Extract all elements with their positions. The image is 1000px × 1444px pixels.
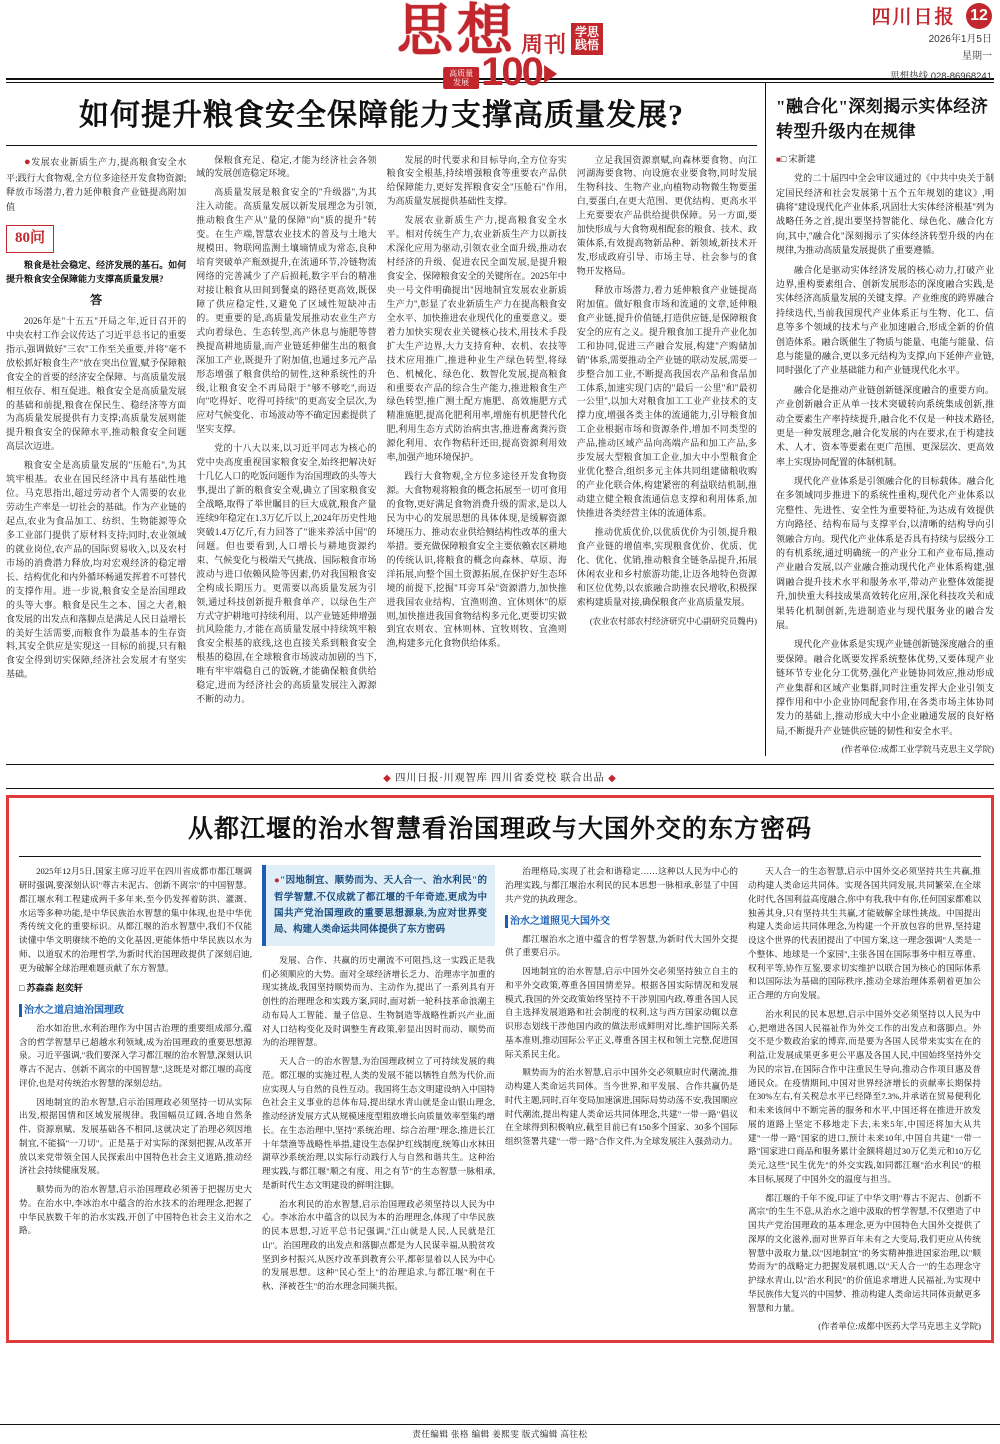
- sidebar-article: [766, 83, 994, 756]
- bullet-icon: ●: [24, 155, 32, 168]
- bottom-paragraph: 都江堰的千年不废,印证了中华文明"尊古不泥古、创新不离宗"的生生不息,从治水之道中汲取的哲学智慧,不仅塑造了中国共产党治国理政的基本理念,更为中国特色大国外交提供了深厚的文化滋养,面对世界百年未有之大变局,我们更应从传统智慧中汲取力量,以"因地制宜"的务实精神推进国家治理,以"顺势而为"的战略定力把握发展机遇,以"天人合一"的生态理念守护绿水青山,以"治水利民"的价值追求增进人民福祉,为实现中华民族伟大复兴的中国梦、推动构建人类命运共同体贡献更多智慧和力量。: [748, 1192, 981, 1313]
- feature-paragraph: 推动优质优价,以优质优价为引领,提升粮食产业链的增值率,实现粮食优价、优质、优化、优化、优销,推动粮食全链条品提升,拓展休闲农业和乡村旅游功能,让迈各地特色资源和区位优势,以农旅融合助推农民增收,积极探索构建质量对接,确保粮食产业高质量发展。: [576, 526, 757, 607]
- credit-bullet-right-icon: ◆: [604, 772, 617, 784]
- feature-column-1: [6, 154, 186, 713]
- issue-weekday: 星期一: [962, 51, 992, 62]
- play-icon: [544, 65, 557, 83]
- page-footer: 责任编辑 张格 编辑 姜熙雯 版式编辑 高往松: [0, 1424, 1000, 1444]
- bottom-subhead-2: 治水之道照见大国外交: [505, 915, 738, 928]
- sidebar-headline: "融合化"深刻揭示实体经济转型升级内在规律: [776, 97, 989, 141]
- campaign-logo: [443, 52, 557, 92]
- pull-quote-text: "因地制宜、顺势而为、天人合一、治水利民"的哲学智慧,不仅成就了都江堰的千年奇迹,更成为中国共产党治国理政的重要思想源泉,为应对世界变局、构建人类命运共同体提供了东方密码: [274, 876, 487, 935]
- feature-paragraph: 粮食安全是高质量发展的"压舱石",为其筑牢根基。农业在国民经济中具有基础性地位。马克思指出,超过劳动者个人需要的农业劳动生产率是一切社会的基础。作为产业链的起点,农业为食品加工、纺织、生物能源等众多工业部门提供了原材料支持;同时,农业领域的就业岗位,农产品的国际贸易收入,以及农村市场的消费潜力释放,均对宏观经济的稳定增长、结构优化和内外循环畅通发挥着不可替代的支撑作用。进一步说,粮食安全是治国理政的头等大事。粮食是民生之本、国之大者,粮食发展的出发点和落脚点是满足人民日益增长的美好生活需要,而粮食作为最基本的生存资料,其安全供应是实现这一目标的前提,只有粮食安全得到切实保障,经济社会发展才有坚实基础。: [6, 460, 187, 680]
- quote-bullet-icon: ●: [274, 876, 281, 887]
- feature-column-2: [196, 154, 376, 713]
- feature-paragraph: 释放市场潜力,着力延伸粮食产业链提高附加值。做好粮食市场和流通的文章,延伸粮食产业链,提升价值链,打造供应链,是保障粮食安全的应有之义。提升粮食加工提升产业化加工和协同,促进三产融合发展,构建"产购储加销"体系,需要推动全产业链的联动发展,需要一步整合加工业,不断提高我国农产品和食品加工体系,加速实现门店的"最后一公里"和"最初一公里",以加大对粮食加工工业产业技术的支撑力度,增强各类主体的流通能力,引导粮食加工企业根据市场和资源条件,增加不同类型的产品,推动区域产品向高端产品和加工产品,多步发展大型粮食加工企业,加大中小型粮食企业优化整合,组织多元主体共同组建储粮收购的产业化联合体,构建紧密的利益联结机制,推动建立健全粮食流通信息支撑和利用体系,加快推进各类经营主体的流通体系。: [576, 284, 757, 518]
- bottom-column-4: [748, 865, 981, 1334]
- sidebar-paragraph: 现代化产业体系是实现产业链创新链深度融合的重要保障。融合化既要发挥系统整体优势,又要体现产业链环节专业化分工优势,强化产业链协同效应,推动形成产业集群和区域产业集群,同时注重发挥大企业引领支撑作用和中小企业协同配套作用,在各类市场主体协同发力的基础上,推动形成大中小企业融通发展的良好格局,不断提升产业链供应链的韧性和安全水平。: [776, 639, 994, 736]
- bottom-subhead-1: 治水之道启迪治国理政: [19, 1004, 252, 1017]
- bottom-column-1: [19, 865, 252, 1334]
- answer-mark: 答: [90, 293, 103, 308]
- credit-bar-text: 四川日报·川观智库 四川省委党校 联合出品: [395, 772, 605, 784]
- masthead: [0, 0, 1000, 94]
- bottom-column-2: [262, 865, 495, 1334]
- bottom-paragraph: 治水利民的治水智慧,启示治国理政必须坚持以人民为中心。李冰治水中蕴含的以民为本的治理理念,体现了中华民族的民本思想,习近平总书记强调,"江山就是人民,人民就是江山"。治国理政的出发点和落脚点都是为人民谋幸福,从脱贫攻坚到乡村振兴,从医疗改革到教育公平,都彰显着以人民为中心的发展思想。这种"民心至上"的治理追求,与都江堰"利在千秋、泽被苍生"的治水理念同频共振。: [262, 1198, 495, 1292]
- bottom-paragraph: 天人合一的治水智慧,为治国理政树立了可持续发展的典范。都江堰的实施过程,人类的发展不能以牺牲自然为代价,而应实现人与自然的良性互动。我国将生态文明建设纳入中国特色社会主义事业的总体布局,提出绿水青山就是金山银山理念,推动经济发展方式从规模速度型粗放增长向质量效率型集约增长。在生态治理中,坚持"系统治理、综合治理"理念,推进长江十年禁渔等战略性举措,建设生态保护红线制度,统筹山水林田湖草沙系统治理,以实际行动践行人与自然和谐共生。这种治理实践,与都江堰"顺之有度、用之有节"的生态智慧一脉相承,是新时代生态文明建设的鲜明注脚。: [262, 1056, 495, 1190]
- masthead-badge: [571, 23, 603, 55]
- masthead-badge-line2: 践悟: [575, 38, 600, 52]
- feature-columns: [6, 154, 757, 713]
- issue-date: 2026年1月5日: [928, 34, 992, 45]
- hotline: 思想热线 028-86968241: [890, 71, 992, 82]
- feature-paragraph: 立足我国资源禀赋,向森林要食物、向江河湖海要食物、向设施农业要食物,同时发展生物科技、生物产业,向植物动物微生物要蛋白,要蛋白,在更大范围、更优结构、更高水平上充要要农产品供给提供保障。另一方面,要加快形成与大食物观相配套的粮食、技术、政策体系,有效提高物新品种、新领域,新技术开发,形成政府引导、市场主导、社会参与的食物开发格局。: [576, 154, 757, 276]
- top-section: [0, 83, 1000, 756]
- feature-article: [6, 83, 766, 756]
- feature-paragraph: 2026年是"十五五"开局之年,近日召开的中央农村工作会议传达了习近平总书记的重要指示,强调做好"三农"工作至关重要,并将"毫不放松抓好粮食生产"放在突出位置,赋予保障粮食安全的首要的经济安全保障、与高质量发展相互依存、相互促进。粮食安全是高质量发展的基础和前提,粮食在保民生、稳经济等方面为高质量发展提供有力支撑;高质量发展则能提升粮食安全的保障水平,推动粮食安全问题高层次迈进。: [6, 315, 187, 452]
- paper-name: 四川日报: [871, 7, 956, 28]
- publication-subtitle: 周刊: [520, 32, 567, 57]
- feature-paragraph: 党的十八大以来,以习近平同志为核心的党中央高度重视国家粮食安全,始终把解决好十几亿人口的吃饭问题作为治国理政的头等大事,提出了新的粮食安全观,确立了国家粮食安全战略,取得了举世瞩目的巨大成就,粮食产量连续9年稳定在1.3万亿斤以上,2024年历史性地突破1.4万亿斤,有力回答了"谁来养活中国"的问题。但也要看到,人口增长与耕地资源约束、气候变化与极端天气挑战、国际粮食市场波动与进口依赖风险等因素,仍对我国粮食安全构成长期压力。更需要以高质量发展为引领,通过科技创新提升粮食单产、以绿色生产方式守护耕地可持续利用、以产业链延伸增强抗风险能力,才能在高质量发展中持续筑牢粮食安全根基的底线,这也直接关系到粮食安全根基的稳固,在全球粮食市场波动加剧的当下,唯有牢牢端稳自己的饭碗,才能确保粮食供给稳定,进而为经济社会的高质量发展注入源源不断的动力。: [196, 443, 377, 705]
- feature-lead: [6, 154, 186, 215]
- bottom-byline: □ 苏森森 赵奕轩: [19, 983, 83, 994]
- feature-paragraph: 发展的时代要求和目标导向,全方位夯实粮食安全根基,持续增强粮食等重要农产品供给保障能力,更好发挥粮食安全"压舱石"作用,为高质量发展提供基础性支撑。: [386, 154, 567, 207]
- credit-bar: [6, 764, 994, 789]
- feature-headline: 如何提升粮食安全保障能力支撑高质量发展?: [79, 99, 684, 132]
- sidebar-author: [776, 152, 994, 165]
- sidebar-author-name: □ 宋新建: [780, 154, 816, 165]
- feature-paragraph: 践行大食物观,全方位多途径开发食物资源。大食物观将粮食的概念拓展至一切可食用的食物,更好满足食物消费升级的需求,是以人民为中心的发展思想的具体体现,是缓解资源环境压力、推动农业供给侧结构性改革的重大举措。要充做保障粮食安全主要依赖农区耕地的传统认识,将粮食的概念向森林、草原、海洋拓展,向整个国土资源拓展,在保护好生态环境的前提下,挖掘"耳旁耳朵"资源潜力,加快推进我国农业结构、宜渔则渔、宜休则休"的原则,加快推进我国食物结构多元化,更要切实做到宜农则农、宜林则林、宜牧则牧、宜渔则渔,构建多元化食物供给体系。: [386, 471, 567, 649]
- sidebar-paragraph: 融合化是推动产业链创新链深度融合的重要方向。产业创新融合正从单一技术突破转向系统集成创新,推动全要素生产率持续提升,融合化不仅是一种技术路径,更是一种发展理念,融合化发展的内在要求,在于构建技术、人才、资本等要素在更广范围、更深层次、更高效率上实现协同配置的体制机制。: [776, 384, 994, 467]
- bottom-headline-divider: [19, 856, 981, 857]
- sidebar-body: [776, 171, 994, 756]
- feature-paragraph: 发展农业新质生产力,提高粮食安全水平。相对传统生产力,农业新质生产力以新技术深化应用为驱动,引领农业全面升级,推动农村经济的升级、促进农民全面发展,是提升粮食安全、保障粮食安全的关键所在。2025年中央一号文件明确提出"因地制宜发展农业新质生产力",彰显了农业新质生产力在提高粮食安全水平、加快推进农业现代化的重要意义。要着力加快实现农业关键核心技术,用技术手段扩大生产边界,大力支持育种、农机、农技等技术应用推广,推进种业生产绿色转型,将绿色、机械化、绿色化、数智化发展,提高粮食和重要农产品的综合生产能力,推进粮食生产绿色转型,推广测土配方施肥、高效施肥方式精准施肥,提高化肥利用率,增施有机肥替代化肥,利用生态方式防治病虫害,推进畜禽粪污资源化利用、农作物秸秆还田,提高资源利用效率,加强产地环境保护。: [386, 215, 567, 463]
- sidebar-byline: (作者单位:成都工业学院马克思主义学院): [841, 744, 994, 755]
- bottom-paragraph: 因地制宜的治水智慧,启示中国外交必须坚持独立自主的和平外交政策,尊重各国国情差异。根据各国实际情况和发展模式,我国的外交政策始终坚持不干涉别国内政,尊重各国人民自主选择发展道路和社会制度的权利,这与西方国家动辄以意识形态划线干涉他国内政的做法形成鲜明对比,维护国际关系基本准则,推动国际公平正义,尊重各国主权和领土完整,促进国际关系民主化。: [505, 966, 738, 1059]
- sidebar-paragraph: 现代化产业体系是引领融合化的目标载体。融合化在多领域同步推进下的系统性重构,现代化产业体系以完整性、先进性、安全性为重要特征,为达成有效提供方向路径、结构布局与支撑平台,以清晰的结构导向引领融合方向。现代化产业体系是否具有持续与层级分工的有机系统,通过明确统一的产业分工和产业布局,推动产业融合发展,以产业融合推动现代化产业体系构建,强调融合提升技术水平和服务水平,带动产业整体效能提升,加快重大科技成果高效转化应用,深化科技攻关和成果转化机制创新,先进制造业与现代服务业的融合发展。: [776, 476, 994, 630]
- author-marker-icon: ■: [776, 155, 781, 165]
- sidebar-paragraph: 融合化是驱动实体经济发展的核心动力,打破产业边界,重构要素组合、创新发展形态的深度融合实践,是实体经济高质量发展的关键支撑。产业维度的跨界融合持续迭代,当前我国现代产业体系正与生物、化工、信息等多个领域的技术与产业加速融合,形成全新的价值创造体系。融合既催生了物质与能量、电能与能量、信息与能量的融合,更以多元结构为支撑,向下延伸产业链,同时强化了产业基础能力和产业链现代化水平。: [776, 264, 994, 376]
- masthead-meta: [872, 2, 992, 82]
- bottom-article: [6, 795, 994, 1343]
- bottom-paragraph: 发展、合作、共赢的历史潮流不可阻挡,这一实践正是我们必须顺应的大势。面对全球经济增长乏力、治理赤字加重的现实挑战,我国坚持顺势而为、主动作为,提出了一系列具有开创性的治理理念和实践方案,同时,面对新一轮科技革命浪潮主动布局人工智能、量子信息、生物制造等战略性新兴产业,面对人口结构变化及时调整生育政策,彰显出因时而动、顺势而为的治理智慧。: [262, 954, 495, 1048]
- bottom-paragraph: 治水如治世,水利治理作为中国古治理的重要组成部分,蕴含的哲学智慧早已超越水利领域,成为治国理政的重要思想源泉。习近平强调,"我们要深入学习都江堰的治水智慧,深刻认识尊古不泥古、创新不离宗的中国智慧",这既是对都江堰的高度评价,也是对传统治水智慧的深刻总结。: [19, 1022, 252, 1088]
- feature-lead-text: 发展农业新质生产力,提高粮食安全水平;践行大食物观,全方位多途径开发食物资源;释放市场潜力,着力延伸粮食产业链提高附加值: [6, 156, 187, 212]
- credit-bullet-left-icon: ◆: [383, 772, 396, 784]
- bottom-paragraph: 顺势而为的治水智慧,启示治国理政必须善于把握历史大势。在治水中,李冰治水中蕴含的治水技术的治理理念,把握了中华民族数千年的治水实践,开创了中国特色社会主义治水之路。: [19, 1184, 252, 1236]
- bottom-paragraph: 顺势而为的治水智慧,启示中国外交必须顺应时代潮流,推动构建人类命运共同体。当今世界,和平发展、合作共赢仍是时代主题,同时,百年变局加速演进,国际局势动荡不安,我国顺应时代潮流,提出构建人类命运共同体理念,共建"一带一路"倡议在全球得到积极响应,截至目前已有150多个国家、30多个国际组织签署共建"一带一路"合作文件,为全球发展注入强劲动力。: [505, 1067, 738, 1147]
- feature-column-4: [577, 154, 757, 713]
- bottom-paragraph: 治理格局,实现了社会和谐稳定……这种以人民为中心的治理实践,与都江堰治水利民的民本思想一脉相承,彰显了中国共产党的执政理念。: [505, 866, 738, 904]
- bottom-paragraph: 都江堰治水之道中蕴含的哲学智慧,为新时代大国外交提供了重要启示。: [505, 933, 738, 958]
- bottom-intro: 2025年12月5日,国家主席习近平在四川省成都市都江堰调研时强调,要深刻认识"尊古未泥古、创新不离宗"的中国智慧。都江堰水利工程建成两千多年来,至今仍发挥着防洪、灌溉、水运等多种功能,是中华民族治水智慧的集中体现,也是中华优秀传统文化的重要标识。从都江堰的治水智慧中,我们不仅能读懂中华文明赓续不绝的文化基因,更能体悟中华民族以水为师、以道驭术的治理哲学,为新时代治国理政提供了深刻启迪,更为破解全球治理难题贡献了东方智慧。: [19, 866, 252, 973]
- bottom-column-3: [505, 865, 738, 1334]
- feature-column-3: [387, 154, 567, 713]
- logo-number: 100: [481, 50, 542, 94]
- bottom-author: (作者单位:成都中医药大学马克思主义学院): [818, 1321, 981, 1332]
- headline-divider: [6, 145, 757, 146]
- bottom-columns: [19, 865, 981, 1334]
- question-badge: 80问: [6, 225, 54, 252]
- feature-question: 粮食是社会稳定、经济发展的基石。如何提升粮食安全保障能力支撑高质量发展?: [6, 259, 187, 284]
- masthead-badge-line1: 学思: [575, 25, 600, 39]
- bottom-paragraph: 治水利民的民本思想,启示中国外交必须坚持以人民为中心,把增进各国人民福祉作为外交工作的出发点和落脚点。外交不是少数政治家的博弈,而是要为各国人民带来实实在在的利益,让发展成果更多更公平惠及各国人民,中国始终坚持外交为民的宗旨,在国际合作中注重民生导向,推动合作项目惠及普通民众。在疫情期间,中国对世界经济增长的贡献率长期保持在30%左右,有关税总水平已经降至7.3%,并承诺在贸易便利化和未来该间中不断完善的服务和水平,中国还将在推进开放发展的道路上坚定不移地走下去,未来5年,中国还将加大从共建"一带一路"国家的进口,预计未来10年,中国自共建"一带一路"国家进口商品和服务累计金额将超过30万亿美元和10万亿美元,这些"民生优先"的外交实践,如同都江堰"治水利民"的根本目标,展现了中国外交的温度与担当。: [748, 1008, 981, 1184]
- sidebar-paragraph: 党的二十届四中全会审议通过的《中共中央关于制定国民经济和社会发展第十五个五年规划的建议》,明确将"建设现代化产业体系,巩固壮大实体经济根基"列为战略任务之首,提出要坚持智能化、绿色化、融合化方向,其中,"融合化"深刻揭示了实体经济转型升级的内在规律,为推动高质量发展提供了重要遵循。: [776, 173, 994, 256]
- logo-tag: 高质量发展: [443, 67, 479, 89]
- page-number-badge: 12: [966, 3, 992, 29]
- bottom-paragraph: 天人合一的生态智慧,启示中国外交必须坚持共生共赢,推动构建人类命运共同体。实现各国共同发展,共同繁荣,在全球化时代,各国利益高度融合,你中有我,我中有你,任何国家都难以独善其身,只有坚持共生共赢,才能破解全球性挑战。中国提出构建人类命运共同体理念,为构建一个开放包容的世界,坚持建设这个世界的代表团提出了中国方案,这一理念强调"人类是一个整体、地球是一个家园",主张各国在国际事务中相互尊重、权利平等,协作互鉴,要求切实维护以联合国为核心的国际体系和以国际法为基础的国际秩序,推动全球治理体系朝着更加公正合理的方向发展。: [748, 866, 981, 1001]
- bottom-headline: 从都江堰的治水智慧看治国理政与大国外交的东方密码: [187, 815, 812, 843]
- publication-title: 思想: [396, 1, 517, 63]
- feature-paragraph: 保粮食充足、稳定,才能为经济社会各领域的发展创造稳定环境。: [196, 154, 377, 179]
- pull-quote: [262, 865, 495, 946]
- feature-byline: (农业农村部农村经济研究中心副研究员魏冉): [589, 615, 757, 626]
- feature-paragraph: 高质量发展是粮食安全的"升级器",为其注入动能。高质量发展以新发展理念为引领,推动粮食生产从"量的保障"向"质的提升"转变。在生产端,智慧农业技术的普及与土地大规模田、物联网监测土壤墒情成为常态,良种培育突破单产瓶颈提升,在流通环节,冷链物流网络的完善减少了产后损耗,数字平台的精准对接让粮食从田间到餐桌的路径更高效,既保障了供应稳定性,又避免了区域性短缺冲击的。更重要的是,高质量发展推动农业生产方式向着绿色、生态转型,高产休息与施肥等替换提高耕地质量,而产业链延伸催生出的粮食深加工产业,既提升了附加值,也通过多元产品形态增强了粮食供给的韧性,这种系统性的升级,让粮食安全不再局限于"够不够吃",而迈向"吃得好、吃得可持续"的更高安全层次,为应对气候变化、市场波动等不确定因素提供了坚实支撑。: [196, 187, 377, 435]
- bottom-paragraph: 因地制宜的治水智慧,启示治国理政必须坚持一切从实际出发,根据国情和区域发展规律。我国幅员辽阔,各地自然条件、资源禀赋、发展基础各不相同,这就决定了治理必须因地制宜,不能搞"一刀切"。正是基于对实际的深刻把握,从改革开放以来党带领全国人民探索出中国特色社会主义道路,推动经济社会持续健康发展。: [19, 1096, 252, 1176]
